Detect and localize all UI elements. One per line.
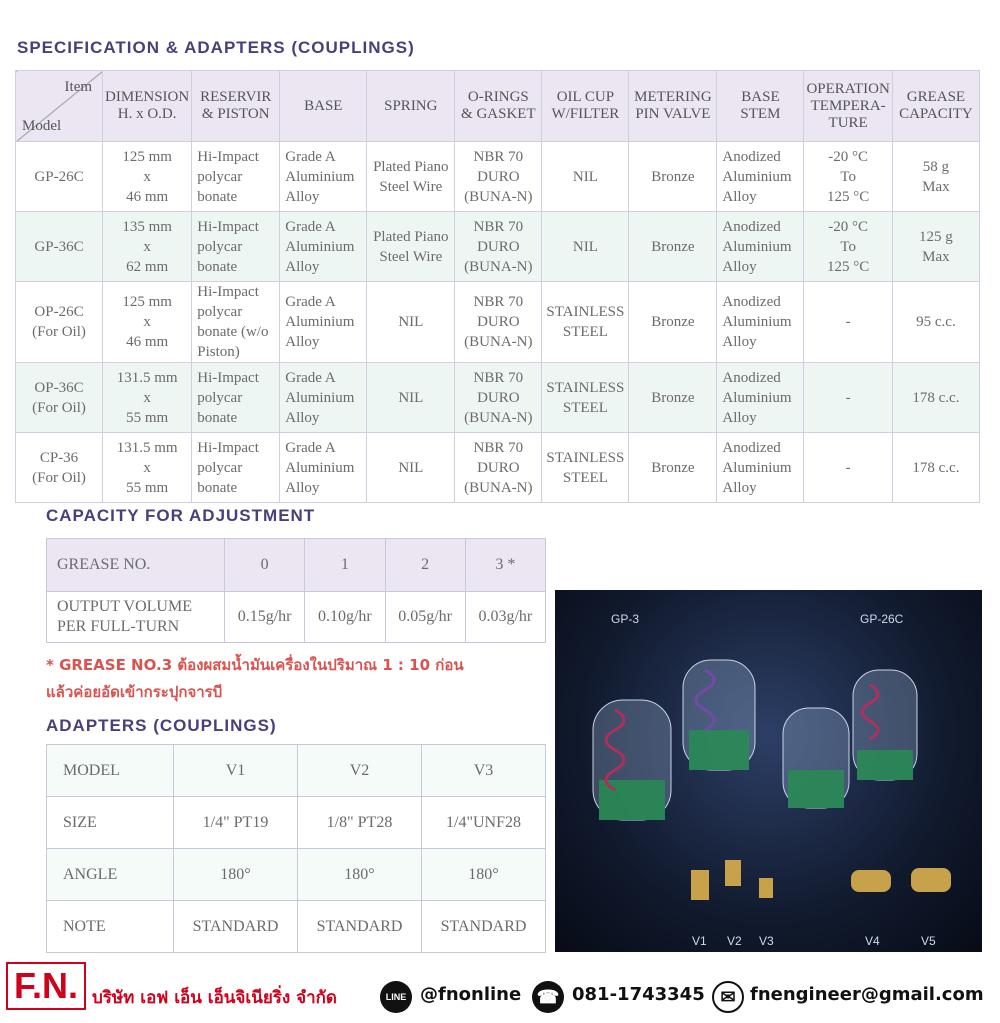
adapter-row-label: SIZE [47,797,174,849]
adapter-row [47,901,546,953]
spec-cell-orings: NBR 70 DURO (BUNA-N) [455,363,542,433]
spec-cell-temp: -20 °C To 125 °C [804,142,892,212]
spec-cell-oilcup: STAINLESS STEEL [542,363,629,433]
adapter-cell: STANDARD [174,901,298,953]
spec-cell-stem: Anodized Aluminium Alloy [717,433,804,503]
spec-cell-temp: - [804,433,892,503]
company-logo: F.N. [6,962,86,1010]
spec-cell-oilcup: NIL [542,142,629,212]
grease-note-line1: * GREASE NO.3 ต้องผสมน้ำมันเครื่องในปริมาณ 1 : 10 ก่อน [46,656,464,674]
header-metering: METERING PIN VALVE [629,71,717,142]
header-oilcup: OIL CUP W/FILTER [542,71,629,142]
spec-cell-oilcup: STAINLESS STEEL [542,433,629,503]
spec-cell-stem: Anodized Aluminium Alloy [717,282,804,363]
spec-cell-model: CP-36 (For Oil) [16,433,103,503]
output-label: OUTPUT VOLUME PER FULL-TURN [47,592,225,643]
corner-item-label: Item [64,79,93,95]
spec-cell-reservoir: Hi-Impact polycar bonate [192,433,280,503]
phone-number: 081-1743345 [572,984,705,1005]
adapters-title: ADAPTERS (COUPLINGS) [46,716,277,735]
adapter-cell: 1/4"UNF28 [422,797,546,849]
spec-cell-orings: NBR 70 DURO (BUNA-N) [455,282,542,363]
spec-cell-metering: Bronze [629,433,717,503]
spec-cell-spring: NIL [367,282,455,363]
spec-cell-spring: Plated Piano Steel Wire [367,142,455,212]
spec-cell-capacity: 178 c.c. [892,433,979,503]
photo-label-gp36: GP-3 [611,612,640,626]
adapter-row [47,849,546,901]
spec-cell-orings: NBR 70 DURO (BUNA-N) [455,212,542,282]
header-reservoir: RESERVIR & PISTON [192,71,280,142]
adapter-cell: 180° [298,849,422,901]
adapter-cell: V2 [298,745,422,797]
spec-cell-reservoir: Hi-Impact polycar bonate [192,142,280,212]
lubricator-cup [853,670,917,780]
spec-cell-capacity: 125 g Max [892,212,979,282]
adapter-cell: V1 [174,745,298,797]
spec-cell-model: OP-26C (For Oil) [16,282,103,363]
envelope-icon: ✉ [712,981,744,1013]
spec-cell-spring: NIL [367,363,455,433]
spec-cell-reservoir: Hi-Impact polycar bonate [192,363,280,433]
header-temperature: OPERATION TEMPERA- TURE [804,71,892,142]
product-illustration [555,590,982,952]
header-stem: BASE STEM [717,71,804,142]
adapter-cell: 1/4" PT19 [174,797,298,849]
spec-cell-capacity: 178 c.c. [892,363,979,433]
adapter-cell: 1/8" PT28 [298,797,422,849]
spec-cell-model: GP-26C [16,142,103,212]
spec-cell-base: Grade A Aluminium Alloy [280,212,367,282]
spec-cell-spring: Plated Piano Steel Wire [367,212,455,282]
spec-cell-capacity: 95 c.c. [892,282,979,363]
header-spring: SPRING [367,71,455,142]
spec-cell-reservoir: Hi-Impact polycar bonate (w/o Piston) [192,282,280,363]
phone-icon: ☎ [532,981,564,1013]
adapter-cell: V3 [422,745,546,797]
spec-cell-metering: Bronze [629,212,717,282]
spec-header-row [16,71,980,142]
header-orings: O-RINGS & GASKET [455,71,542,142]
adapter-row-label: NOTE [47,901,174,953]
header-dimension: DIMENSION H. x O.D. [103,71,192,142]
corner-model-label: Model [22,118,62,134]
email-address: fnengineer@gmail.com [750,984,984,1005]
line-icon: LINE [380,981,412,1013]
spec-row [16,363,980,433]
spec-cell-dimension: 135 mm x 62 mm [103,212,192,282]
grease-label: GREASE NO. [47,539,225,592]
spec-row [16,433,980,503]
photo-label-v5: V5 [921,934,936,948]
photo-label-v3: V3 [759,934,774,948]
spec-cell-stem: Anodized Aluminium Alloy [717,142,804,212]
specification-table [15,70,980,503]
corner-cell [16,71,103,142]
grease-note-line2: แล้วค่อยอัดเข้ากระปุกจารบี [46,683,223,701]
spec-cell-model: OP-36C (For Oil) [16,363,103,433]
grease-value: 0 [225,539,305,592]
spec-row [16,212,980,282]
output-value: 0.05g/hr [385,592,465,643]
spec-row [16,282,980,363]
spec-cell-base: Grade A Aluminium Alloy [280,363,367,433]
footer [0,960,1000,1023]
spec-cell-capacity: 58 g Max [892,142,979,212]
spec-cell-oilcup: STAINLESS STEEL [542,282,629,363]
photo-label-v1: V1 [692,934,707,948]
output-row [47,592,546,643]
spec-cell-metering: Bronze [629,142,717,212]
adapter-cell: 180° [174,849,298,901]
spec-row [16,142,980,212]
spec-cell-base: Grade A Aluminium Alloy [280,282,367,363]
adapter-row [47,797,546,849]
photo-label-v2: V2 [727,934,742,948]
lubricator-cup [683,660,755,770]
output-value: 0.10g/hr [305,592,385,643]
lubricator-cup [783,708,849,808]
spec-cell-temp: - [804,282,892,363]
adapter-row [47,745,546,797]
adapter-row-label: MODEL [47,745,174,797]
spec-cell-dimension: 131.5 mm x 55 mm [103,363,192,433]
grease-value: 1 [305,539,385,592]
spec-cell-base: Grade A Aluminium Alloy [280,142,367,212]
spec-cell-reservoir: Hi-Impact polycar bonate [192,212,280,282]
spec-cell-temp: - [804,363,892,433]
header-capacity: GREASE CAPACITY [892,71,979,142]
spec-cell-model: GP-36C [16,212,103,282]
grease-row [47,539,546,592]
spec-cell-dimension: 125 mm x 46 mm [103,142,192,212]
grease-value: 2 [385,539,465,592]
spec-cell-base: Grade A Aluminium Alloy [280,433,367,503]
spec-cell-stem: Anodized Aluminium Alloy [717,363,804,433]
spec-title: SPECIFICATION & ADAPTERS (COUPLINGS) [17,38,415,57]
brass-fittings [691,860,951,900]
spec-cell-metering: Bronze [629,363,717,433]
adapter-cell: 180° [422,849,546,901]
adapters-table [46,744,546,953]
company-name: บริษัท เอฟ เอ็น เอ็นจิเนียริ่ง จำกัด [92,988,337,1008]
photo-label-v4: V4 [865,934,880,948]
adapter-row-label: ANGLE [47,849,174,901]
output-value: 0.15g/hr [225,592,305,643]
header-base: BASE [280,71,367,142]
grease-note [46,652,464,706]
spec-cell-dimension: 125 mm x 46 mm [103,282,192,363]
photo-label-gp26c: GP-26C [860,612,904,626]
spec-cell-stem: Anodized Aluminium Alloy [717,212,804,282]
spec-cell-orings: NBR 70 DURO (BUNA-N) [455,142,542,212]
lubricator-cup [593,700,671,820]
spec-cell-dimension: 131.5 mm x 55 mm [103,433,192,503]
spec-cell-oilcup: NIL [542,212,629,282]
capacity-title: CAPACITY FOR ADJUSTMENT [46,506,316,525]
adapter-cell: STANDARD [422,901,546,953]
product-photo [555,590,982,952]
spec-cell-temp: -20 °C To 125 °C [804,212,892,282]
spec-cell-orings: NBR 70 DURO (BUNA-N) [455,433,542,503]
spec-cell-metering: Bronze [629,282,717,363]
adapter-cell: STANDARD [298,901,422,953]
grease-value: 3 * [465,539,545,592]
line-id: @fnonline [420,984,522,1005]
capacity-table [46,538,546,643]
spec-cell-spring: NIL [367,433,455,503]
output-value: 0.03g/hr [465,592,545,643]
